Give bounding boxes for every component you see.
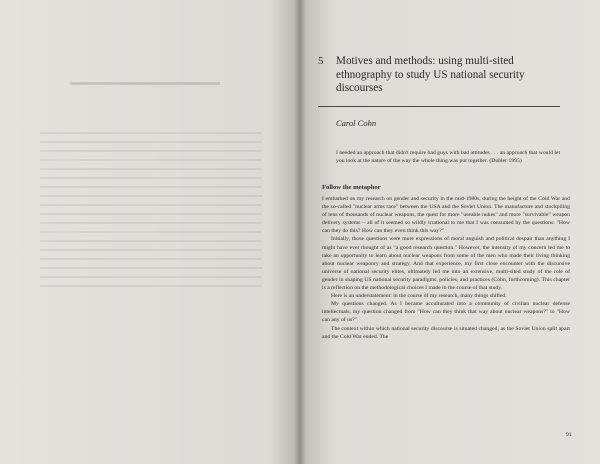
left-running-head-bleed	[70, 82, 220, 85]
right-page	[300, 0, 600, 464]
chapter-title: Motives and methods: using multi-sited ethnography to study US national security discourses	[336, 55, 525, 94]
epigraph: I needed an approach that didn't require bad guys with bad attitudes . . . an approach that would let you look at the nature of the way the whole thing was put together. (Dubler 1995)	[336, 150, 561, 164]
paragraph: The context within which national security discourse is situated changed, as the Soviet Union split apart and the Cold War ended. The	[322, 325, 570, 340]
paragraph: My questions changed. As I became acculturated into a community of civilian nuclear defense intellectuals, my question changed from "How can they think that way about nuclear weapons?" to "How can any of us?"	[322, 301, 570, 324]
chapter-number: 5	[318, 55, 324, 67]
title-rule	[318, 106, 560, 107]
page-number: 91	[566, 432, 572, 438]
paragraph: Initially, those questions were more expressions of moral anguish and political despair than anything I might have ever thought of as "a good research question." However, the intensity of my concern led me to take an opportunity to learn about nuclear weapons from some of the men who made their living thinking about nuclear weaponry and strategy. And that experience, my first close encounter with the discursive universe of national security elites, ultimately led me into an extensive, multi-sited study of the role of gender in shaping US national security paradigms, policies, and practices (Cohn, forthcoming). This chapter is a reflection on the methodological choices I made in the course of that study.	[322, 236, 570, 292]
body-text	[322, 195, 570, 341]
chapter-author: Carol Cohn	[336, 118, 377, 128]
section-heading: Follow the metaphor	[322, 184, 381, 191]
paragraph: Here is an understatement: in the course of my research, many things shifted.	[331, 293, 507, 300]
paragraph: I embarked on my research on gender and security in the mid-1980s, during the height of the Cold War and the so-called "nuclear arms race" between the USA and the Soviet Union. The manufacture and stockpiling of tens of thousands of nuclear weapons, the quest for more "useable nukes" and more "survivable" weapon delivery systems – all of it seemed so wildly irrational to me that I was consumed by the questions: "How can they do this? How can they even think this way?"	[322, 196, 570, 235]
